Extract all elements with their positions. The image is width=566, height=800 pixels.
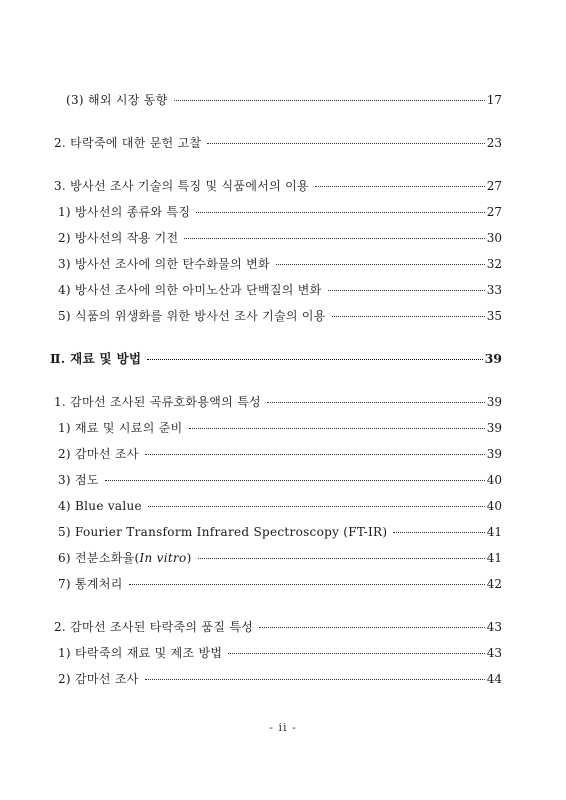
toc-entry-label: (3) 해외 시장 동향	[66, 93, 168, 107]
page-number-footer: - ii -	[269, 721, 297, 734]
toc-entry-label: 2. 타락죽에 대한 문헌 고찰	[54, 136, 202, 150]
toc-entry-radiation-mechanism	[58, 230, 502, 246]
toc-entry-page: 42	[486, 577, 502, 591]
toc-entry-label: 6) 전분소화율(In vitro)	[58, 551, 192, 565]
toc-entry-label: 2) 감마선 조사	[58, 672, 139, 686]
toc-entry-statistics	[58, 576, 502, 592]
toc-entry-page: 35	[486, 309, 502, 323]
toc-entry-label: 1) 방사선의 종류와 특징	[58, 205, 191, 219]
dot-leader	[207, 143, 484, 144]
dot-leader	[267, 402, 485, 403]
toc-entry-label: 3. 방사선 조사 기술의 특징 및 식품에서의 이용	[54, 179, 309, 193]
toc-entry-label: 1. 감마선 조사된 곡류호화용액의 특성	[54, 395, 261, 409]
toc-entry-gelatinized-solution	[54, 394, 502, 410]
toc-entry-label: 5) 식품의 위생화를 위한 방사선 조사 기술의 이용	[58, 309, 326, 323]
toc-entry-label: 1) 재료 및 시료의 준비	[58, 421, 183, 435]
toc-entry-page: 30	[486, 231, 502, 245]
toc-entry-page: 39	[486, 395, 502, 409]
toc-entry-page: 40	[486, 473, 502, 487]
toc-entry-page: 44	[486, 672, 502, 686]
toc-entry-page: 41	[486, 551, 502, 565]
toc-entry-label: 4) Blue value	[58, 499, 142, 513]
toc-entry-gamma-irradiation	[58, 446, 502, 462]
toc-entry-viscosity	[58, 472, 502, 488]
dot-leader	[259, 627, 485, 628]
dot-leader	[198, 558, 485, 559]
toc-entry-food-sanitation	[58, 308, 502, 324]
dot-leader	[184, 238, 484, 239]
toc-entry-label: 5) Fourier Transform Infrared Spectroscopy (FT-IR)	[58, 525, 388, 539]
toc-entry-label: 4) 방사선 조사에 의한 아미노산과 단백질의 변화	[58, 283, 322, 297]
dot-leader	[328, 290, 485, 291]
toc-entry-blue-value	[58, 498, 502, 514]
toc-entry-page: 27	[486, 205, 502, 219]
toc-entry-page: 39	[486, 447, 502, 461]
toc-entry-label: 2. 감마선 조사된 타락죽의 품질 특성	[54, 620, 254, 634]
toc-entry-tarakjuk-quality	[54, 619, 502, 635]
dot-leader	[147, 359, 482, 360]
toc-entry-label: 2) 방사선의 작용 기전	[58, 231, 179, 245]
dot-leader	[174, 100, 485, 101]
toc-entry-page: 27	[486, 179, 502, 193]
toc-entry-page: 39	[486, 421, 502, 435]
dot-leader	[145, 679, 485, 680]
dot-leader	[189, 428, 485, 429]
toc-entry-page: 43	[486, 646, 502, 660]
toc-entry-page: 43	[486, 620, 502, 634]
dot-leader	[276, 264, 485, 265]
toc-entry-page: 39	[484, 351, 502, 366]
dot-leader	[129, 584, 485, 585]
dot-leader	[332, 316, 485, 317]
toc-entry-carbohydrate-changes	[58, 256, 502, 272]
dot-leader	[148, 506, 485, 507]
dot-leader	[145, 454, 485, 455]
toc-entry-irradiation-technology	[54, 178, 502, 194]
toc-entry-page: 40	[486, 499, 502, 513]
toc-entry-page: 41	[486, 525, 502, 539]
toc-entry-literature-review	[54, 135, 502, 151]
toc-entry-radiation-types	[58, 204, 502, 220]
dot-leader	[393, 532, 484, 533]
toc-chapter-materials-methods	[50, 351, 502, 367]
toc-entry-tarakjuk-gamma	[58, 671, 502, 687]
toc-entry-label: 3) 점도	[58, 473, 99, 487]
dot-leader	[105, 480, 485, 481]
toc-entry-label: 7) 통계처리	[58, 577, 123, 591]
toc-entry-page: 23	[486, 136, 502, 150]
dot-leader	[315, 186, 485, 187]
dot-leader	[228, 653, 484, 654]
toc-entry-label: 1) 타락죽의 재료 및 제조 방법	[58, 646, 223, 660]
toc-entry-page: 17	[486, 93, 502, 107]
toc-entry-tarakjuk-preparation	[58, 645, 502, 661]
toc-entry-page: 33	[486, 283, 502, 297]
toc-entry-label: Ⅱ. 재료 및 방법	[50, 351, 142, 366]
toc-entry-sample-prep	[58, 420, 502, 436]
toc-entry-label: 3) 방사선 조사에 의한 탄수화물의 변화	[58, 257, 270, 271]
toc-entry-label: 2) 감마선 조사	[58, 447, 139, 461]
toc-entry-ftir	[58, 524, 502, 540]
toc-entry-protein-changes	[58, 282, 502, 298]
dot-leader	[196, 212, 484, 213]
toc-entry-starch-digestibility	[58, 550, 502, 566]
toc-entry-page: 32	[486, 257, 502, 271]
toc-entry-foreign-market	[66, 92, 502, 108]
